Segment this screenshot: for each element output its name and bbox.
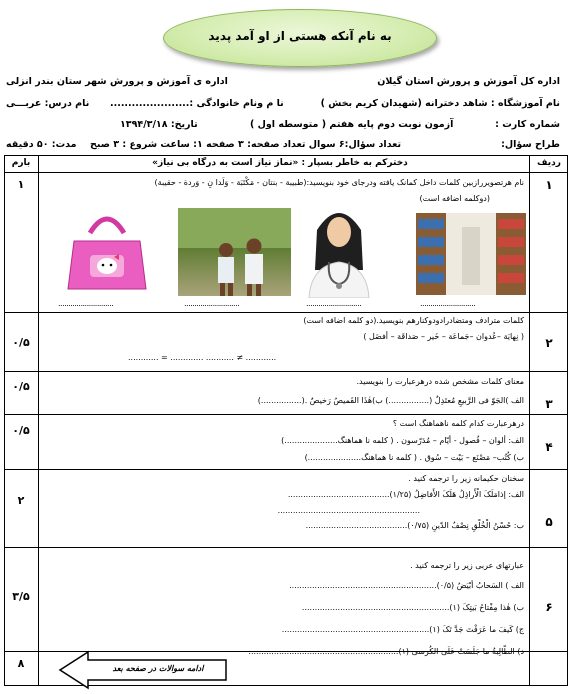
answer-line[interactable]: ب) هٰذا مِفْتاحُ بَیتِکَ (۱).......................................................... xyxy=(301,603,524,612)
motto: دخترکم به خاطر بسپار : «نماز نیاز است به درگاه بی نیاز» xyxy=(152,158,408,168)
answer-blank[interactable]: ........................... xyxy=(306,299,362,308)
question-text: عبارتهای عربی زیر را ترجمه کنید . xyxy=(410,561,524,570)
answer-blank[interactable]: ........................... xyxy=(58,299,114,308)
handbag-icon xyxy=(60,205,155,297)
question-mark: ۰/۵ xyxy=(12,380,30,393)
answer-line[interactable]: ب) کُتُب– مَصْنَع – بَیْت – سُوق . ( کلمه نا هماهنگ.....................) xyxy=(304,453,524,462)
school-name: نام آموزشگاه : شاهد دخترانه (شهیدان کریم بخش ) xyxy=(320,98,560,109)
question-number: ۱ xyxy=(545,178,553,192)
answer-line[interactable]: ........................................................ xyxy=(277,506,420,515)
row-column-header: ردیف xyxy=(537,158,561,168)
answer-line[interactable]: ............ ≠ ........... ............. = ............ xyxy=(128,353,277,362)
question-mark: ۳/۵ xyxy=(12,590,30,603)
answer-line[interactable]: الف )الجَوّ فی الرَّبیعِ مُعتَدِلٌ (................) ب)هٰذَا القَمیصُ رَخیصٌ .(................) xyxy=(257,396,524,405)
answer-line[interactable]: الف: إذامَلَکَ الْأَراذِلُ هَلَکَ الأَفاضِلُ (۱/۲۵)........................................ xyxy=(287,490,524,499)
library-icon xyxy=(416,213,526,295)
row-col-divider xyxy=(529,155,530,686)
row-divider xyxy=(4,371,568,372)
two-boys-icon xyxy=(178,208,291,296)
question-mark: ۰/۵ xyxy=(12,424,30,437)
handbag-image xyxy=(60,205,155,297)
answer-line[interactable]: الف: ألوان – فُصول - أیّام – مُدَرّسون . ( کلمه نا هماهنگ.....................) xyxy=(281,436,524,445)
score-column-header: بارم xyxy=(11,158,31,168)
library-image xyxy=(416,213,526,295)
answer-line[interactable]: ج) کَیفَ ما عَرَفْتَ جَدَّ تَکَ (۱).......................................................... xyxy=(281,625,524,634)
continue-arrow[interactable] xyxy=(58,650,228,690)
score-col-divider xyxy=(38,155,39,686)
question-mark: ۱ xyxy=(17,178,25,191)
question-number: ۳ xyxy=(545,397,553,411)
answer-line[interactable]: الف ) السَحابُ أبْیَضُ (۰/۵).......................................................... xyxy=(289,581,524,590)
total-mark: ۸ xyxy=(17,657,25,670)
student-name-field: نا م ونام خانوادگی :...................... xyxy=(110,98,284,109)
row-divider xyxy=(4,414,568,415)
boys-image xyxy=(178,208,291,296)
exam-date: تاریخ: ۱۳۹۴/۳/۱۸ xyxy=(120,119,198,130)
question-text: درهرعبارت کدام کلمه ناهماهنگ است ؟ xyxy=(392,419,524,428)
question-text: معنای کلمات مشخص شده درهرعبارت را بنویسید. xyxy=(356,377,524,386)
designer: طراح سؤال: xyxy=(501,139,560,150)
question-number: ۶ xyxy=(545,600,553,614)
word-list: ( نِهایَة –عُدوان –جَماعَة – خَیر – صَداقَة – أفضَل ) xyxy=(363,332,524,341)
question-note: (دوکلمه اضافه است) xyxy=(419,194,490,203)
org-right: اداره کل آموزش و پرورش استان گیلان xyxy=(377,76,560,87)
question-number: ۲ xyxy=(545,336,553,350)
question-mark: ۲ xyxy=(17,494,25,507)
answer-blank[interactable]: ........................... xyxy=(184,299,240,308)
continue-label: ادامه سوالات در صفحه بعد xyxy=(112,664,204,673)
table-header-divider xyxy=(4,172,568,173)
row-divider xyxy=(4,469,568,470)
row-divider xyxy=(4,547,568,548)
exam-title: آزمون نوبت دوم پایه هفتم ( متوسطه اول ) xyxy=(250,119,454,130)
question-number: ۴ xyxy=(545,440,553,454)
subject-name: نام درس: عربـــی xyxy=(6,98,90,109)
question-text: نام هرتصویررازبین کلمات داخل کمانک یافته ودرجای خود بنویسید:(طبیبة - بنتان - مَکْتَبَة - وَلَدا نِ - وَردة - حقیبة) xyxy=(154,178,524,187)
doctor-image xyxy=(305,200,373,298)
question-text: کلمات مترادف ومتضادرادودوکنارهم بنویسید.(دو کلمه اضافه است) xyxy=(303,316,524,325)
question-text: سخنان حکیمانه زیر را ترجمه کنید . xyxy=(408,474,524,483)
title-oval xyxy=(163,9,437,67)
seat-number: شماره کارت : xyxy=(495,119,560,130)
row-divider xyxy=(4,312,568,313)
answer-blank[interactable]: ........................... xyxy=(420,299,476,308)
exam-duration: مدت: ۵۰ دقیقه xyxy=(6,139,77,150)
basmala: به نام آنکه هستی از او آمد پدید xyxy=(208,29,392,43)
female-doctor-icon xyxy=(305,200,373,298)
answer-line[interactable]: ب: حُسْنُ الْخُلْقِ نِصْفُ الدّینِ (۰/۷۵)........................................ xyxy=(305,521,524,530)
exam-stats: تعداد سؤال:۶ سوال تعداد صفحه: ۳ صفحه ۱: ساعت شروع : ۳ صبح xyxy=(90,139,402,150)
answer-line[interactable]: د) الطّالِبةُ ما جَلَسَتْ عَلَی الکُرسی (۱)........................................................... xyxy=(248,647,524,656)
question-number: ۵ xyxy=(545,515,553,529)
org-left: اداره ی آموزش و پرورش شهر ستان بندر انزلی xyxy=(6,76,228,87)
question-mark: ۰/۵ xyxy=(12,336,30,349)
